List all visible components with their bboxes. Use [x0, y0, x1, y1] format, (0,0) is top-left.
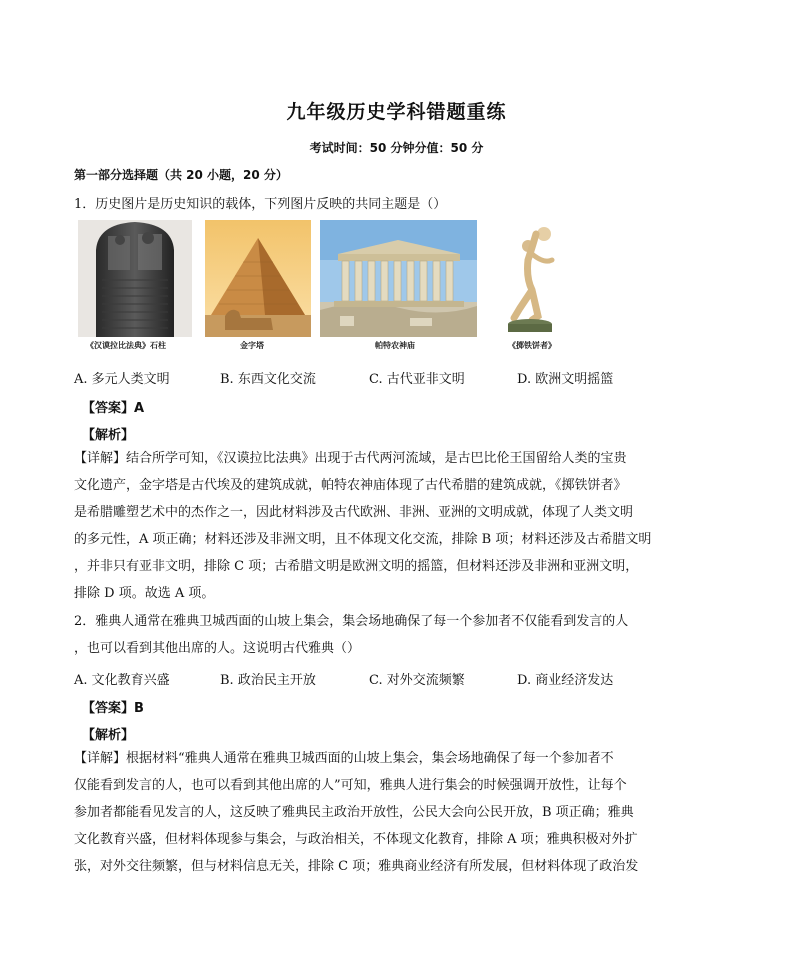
detail-2-line: 仅能看到发言的人，也可以看到其他出席的人”可知，雅典人进行集会的时候强调开放性，让每个 — [74, 778, 627, 793]
exam-info: 考试时间：50 分钟分值：50 分 — [309, 141, 484, 155]
option-d: D. 商业经济发达 — [517, 673, 614, 688]
question-2-options — [74, 669, 714, 687]
detail-1-line: 的多元性，A 项正确；材料还涉及非洲文明，且不体现文化交流，排除 B 项；材料还涉及古希腊文明 — [74, 532, 652, 547]
question-2-stem — [74, 608, 686, 662]
option-a: A. 多元人类文明 — [74, 372, 170, 387]
option-c: C. 古代亚非文明 — [369, 372, 465, 387]
detail-2-line: 张，对外交往频繁，但与材料信息无关，排除 C 项；雅典商业经济有所发展，但材料体现了政治发 — [74, 859, 639, 874]
discobolus-image — [492, 220, 568, 337]
caption-hammurabi: 《汉谟拉比法典》石柱 — [86, 341, 166, 350]
detail-1-line: 排除 D 项。故选 A 项。 — [74, 586, 215, 601]
analysis-label-1: 【解析】 — [82, 428, 135, 443]
detail-1-line: 是希腊雕塑艺术中的杰作之一，因此材料涉及古代欧洲、非洲、亚洲的文明成就，体现了人类文明 — [74, 505, 634, 520]
answer-1: 【答案】A — [82, 401, 145, 416]
page-title: 九年级历史学科错题重练 — [286, 101, 507, 123]
detail-1-line: 文化遗产，金字塔是古代埃及的建筑成就，帕特农神庙体现了古代希腊的建筑成就，《掷铁饼者》 — [74, 478, 627, 493]
option-a: A. 文化教育兴盛 — [74, 673, 170, 688]
question-1-options — [74, 368, 714, 386]
caption-pyramid: 金字塔 — [240, 341, 264, 350]
question-2-stem-line: ，也可以看到其他出席的人。这说明古代雅典（） — [74, 641, 361, 656]
caption-discobolus: 《掷铁饼者》 — [508, 341, 556, 350]
detail-2-line: 【详解】根据材料“雅典人通常在雅典卫城西面的山坡上集会，集会场地确保了每一个参加者不 — [74, 751, 614, 766]
detail-2-line: 文化教育兴盛，但材料体现参与集会，与政治相关，不体现文化教育，排除 A 项；雅典积极对外扩 — [74, 832, 638, 847]
caption-parthenon: 帕特农神庙 — [375, 341, 415, 350]
pyramid-image — [205, 220, 311, 337]
detail-1-line: ，并非只有亚非文明，排除 C 项；古希腊文明是欧洲文明的摇篮，但材料还涉及非洲和亚洲文明， — [74, 559, 639, 574]
section-heading: 第一部分选择题（共 20 小题，20 分） — [74, 168, 288, 182]
detail-2-line: 参加者都能看见发言的人，这反映了雅典民主政治开放性，公民大会向公民开放，B 项正确；雅典 — [74, 805, 634, 820]
detail-1 — [74, 445, 686, 607]
analysis-label-2: 【解析】 — [82, 728, 135, 743]
question-1-stem: 1．历史图片是历史知识的载体，下列图片反映的共同主题是（） — [74, 197, 447, 212]
option-d: D. 欧洲文明摇篮 — [517, 372, 614, 387]
hammurabi-stele-image — [78, 220, 192, 337]
parthenon-image — [320, 220, 477, 337]
option-b: B. 东西文化交流 — [220, 372, 316, 387]
answer-2: 【答案】B — [82, 701, 144, 716]
detail-2 — [74, 745, 686, 880]
question-2-stem-line: 2．雅典人通常在雅典卫城西面的山坡上集会，集会场地确保了每一个参加者不仅能看到发言的人 — [74, 614, 629, 629]
option-b: B. 政治民主开放 — [220, 673, 316, 688]
option-c: C. 对外交流频繁 — [369, 673, 465, 688]
detail-1-line: 【详解】结合所学可知，《汉谟拉比法典》出现于古代两河流域，是古巴比伦王国留给人类的宝贵 — [74, 451, 627, 466]
